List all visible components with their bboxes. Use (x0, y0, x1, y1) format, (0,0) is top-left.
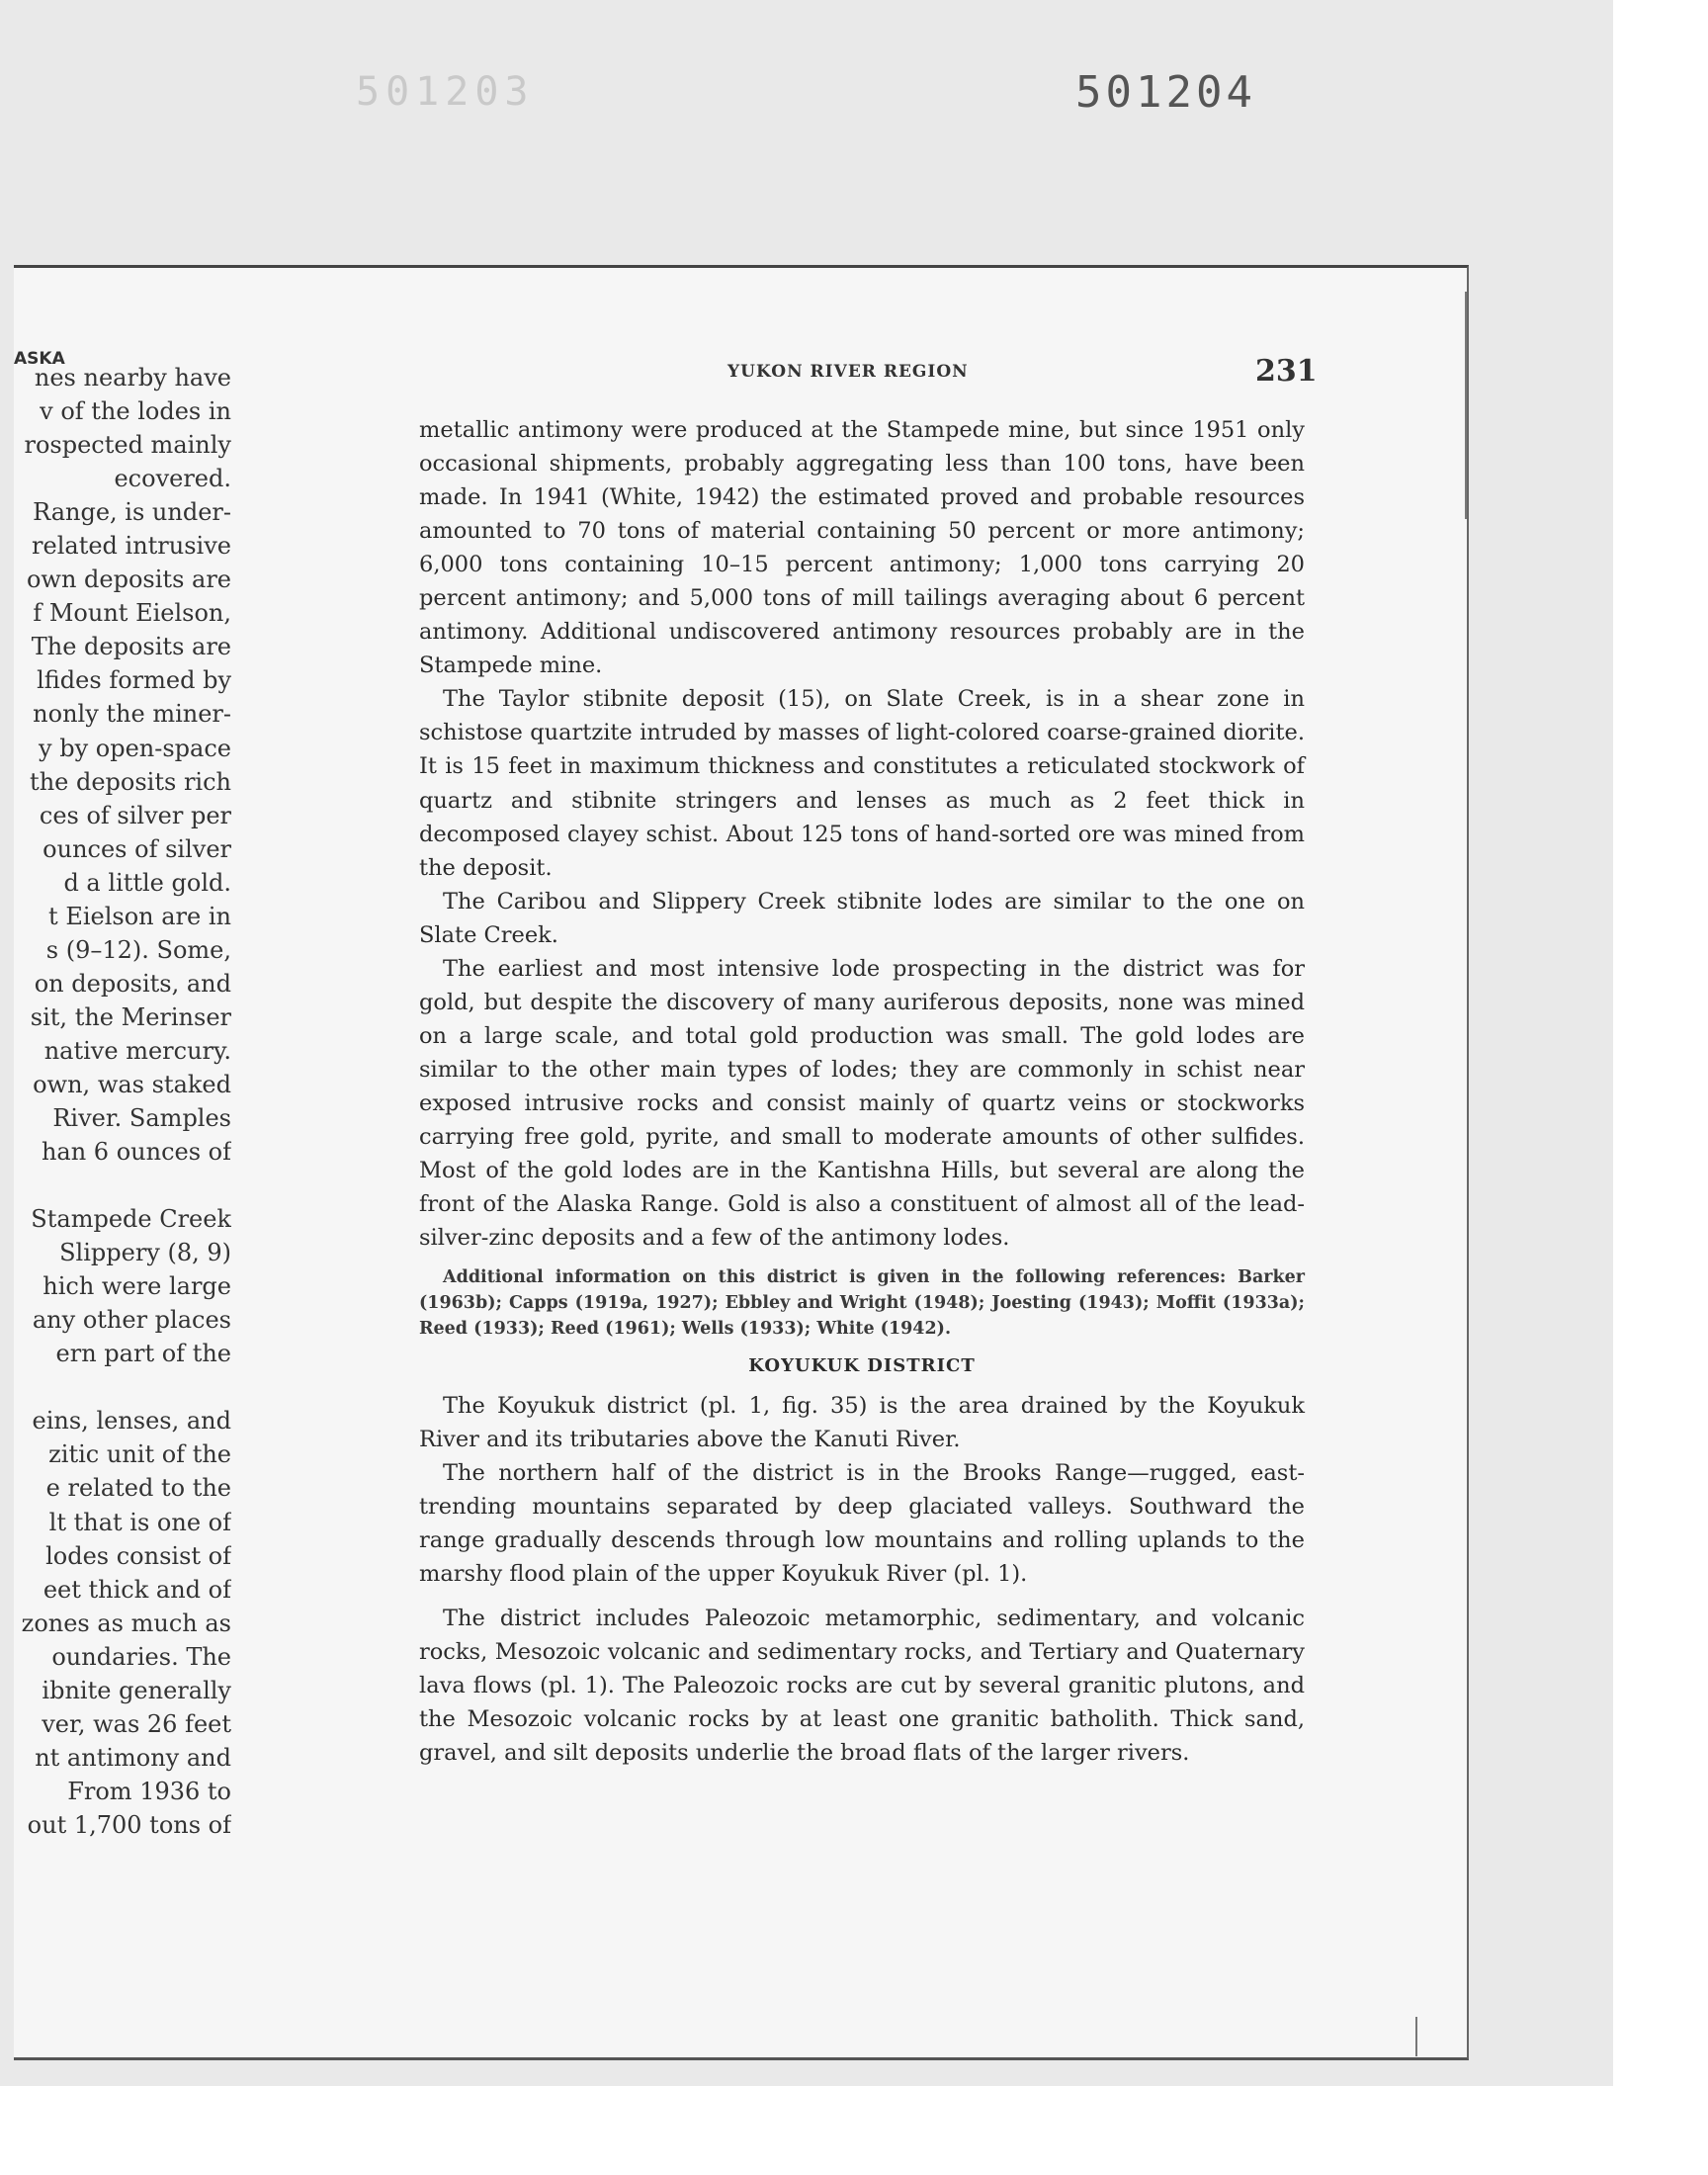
left-page-line: Stampede Creek (31, 1205, 231, 1234)
paragraph-stampede-resources: metallic antimony were produced at the Stampede mine, but since 1951 only occasional shipments, probably aggregating less than 100 tons, have been made. In 1941 (White, 1942) the estimated proved and probable resources amounted to 70 tons of material containing 50 percent or more antimony; 6,000 tons containing 10–15 percent antimony; 1,000 tons carrying 20 percent antimony; and 5,000 tons of mill tailings averaging about 6 percent antimony. Additional undiscovered antimony resources probably are in the Stampede mine. (419, 417, 1305, 679)
left-page-line: out 1,700 tons of (27, 1810, 231, 1839)
left-page-line: the deposits rich (30, 767, 231, 796)
left-page-line: eet thick and of (43, 1575, 231, 1604)
left-page-column (14, 361, 231, 1842)
left-page-line: River. Samples (52, 1104, 231, 1133)
left-page-line: f Mount Eielson, (33, 599, 231, 628)
scan-edge-mark-bottom (1415, 2017, 1417, 2056)
paragraph-taylor-deposit: The Taylor stibnite deposit (15), on Slate Creek, is in a shear zone in schistose quartzite intruded by masses of light-colored coarse-grained diorite. It is 15 feet in maximum thickness and constitutes a reticulated stockwork of quartz and stibnite stringers and lenses as much as 2 feet thick in decomposed clayey schist. About 125 tons of hand-sorted ore was mined from the deposit. (419, 686, 1305, 881)
left-page-line: han 6 ounces of (41, 1138, 231, 1167)
left-page-line: e related to the (45, 1474, 231, 1503)
left-page-line: nes nearby have (34, 364, 231, 392)
left-page-line: rospected mainly (24, 431, 231, 460)
left-page-line: any other places (32, 1306, 231, 1335)
left-page-line (14, 1169, 231, 1202)
left-page-line: The deposits are (31, 633, 231, 661)
left-page-line: sit, the Merinser (30, 1002, 231, 1031)
left-page-line: own deposits are (26, 566, 231, 594)
left-page-line: related intrusive (32, 532, 231, 561)
left-page-line: Range, is under- (33, 498, 231, 527)
bleed-through-number: 501203 (356, 69, 535, 115)
running-head: YUKON RIVER REGION (727, 362, 969, 382)
left-page-line: d a little gold. (63, 868, 231, 897)
left-page-line: lt that is one of (48, 1508, 231, 1536)
paragraph-caribou-slippery: The Caribou and Slippery Creek stibnite lodes are similar to the one on Slate Creek. (419, 888, 1305, 948)
left-page-line (14, 1370, 231, 1404)
left-page-line: s (9–12). Some, (45, 935, 231, 964)
left-page-line: nt antimony and (35, 1743, 231, 1772)
left-page-line: lodes consist of (45, 1541, 231, 1570)
page-number: 231 (1255, 354, 1318, 389)
left-page-line: ecovered. (114, 465, 231, 493)
paragraph-geology: The district includes Paleozoic metamorphic, sedimentary, and volcanic rocks, Mesozoic volcanic and sedimentary rocks, and Tertiary and Quaternary lava flows (pl. 1). The Paleozoic rocks are cut by several granitic plutons, and the Mesozoic volcanic rocks by at least one granitic batholith. Thick sand, gravel, and silt deposits underlie the broad flats of the larger rivers. (419, 1605, 1305, 1766)
paragraph-gold-lodes: The earliest and most intensive lode prospecting in the district was for gold, but despite the discovery of many auriferous deposits, none was mined on a large scale, and total gold production was small. The gold lodes are similar to the other main types of lodes; they are commonly in schist near exposed intrusive rocks and consist mainly of quartz veins or stockworks carrying free gold, pyrite, and small to moderate amounts of other sulfides. Most of the gold lodes are in the Kantishna Hills, but several are along the front of the Alaska Range. Gold is also a constituent of almost all of the lead-silver-zinc deposits and a few of the antimony lodes. (419, 955, 1305, 1252)
left-page-line: eins, lenses, and (32, 1407, 231, 1436)
left-page-line: lfides formed by (37, 666, 231, 695)
left-page-line: nonly the miner- (33, 700, 231, 729)
left-page-line: hich were large (43, 1272, 231, 1301)
left-page-line: native mercury. (43, 1036, 231, 1065)
left-page-line: zitic unit of the (48, 1440, 231, 1469)
left-page-line: From 1936 to (67, 1777, 231, 1805)
scan-edge-mark (1465, 292, 1467, 519)
left-page-line: own, was staked (33, 1070, 231, 1098)
left-page-line: zones as much as (21, 1609, 231, 1637)
left-page-line: ces of silver per (39, 801, 231, 829)
paragraph-koyukuk-intro: The Koyukuk district (pl. 1, fig. 35) is the area drained by the Koyukuk River and its tributaries above the Kanuti River. (419, 1393, 1305, 1453)
left-page-line: ounces of silver (43, 834, 231, 863)
left-page-header-fragment: ASKA (14, 349, 65, 369)
document-number: 501204 (1075, 67, 1256, 118)
left-page-line: v of the lodes in (40, 397, 231, 426)
paragraph-brooks-range: The northern half of the district is in the Brooks Range—rugged, east-trending mountains separated by deep glaciated valleys. Southward the range gradually descends through low mountains and rolling uplands to the marshy flood plain of the upper Koyukuk River (pl. 1). (419, 1460, 1305, 1588)
left-page-line: ver, was 26 feet (42, 1709, 231, 1738)
left-page-line: ern part of the (55, 1340, 231, 1368)
main-text-column (419, 413, 1305, 1770)
left-page-line: oundaries. The (51, 1642, 231, 1671)
left-page-line: y by open-space (39, 734, 231, 762)
left-page-line: t Eielson are in (48, 902, 231, 930)
left-page-line: on deposits, and (34, 969, 231, 998)
left-page-line: ibnite generally (42, 1676, 231, 1704)
references-note: Additional information on this district is given in the following references: Barker (1963b); Capps (1919a, 1927); Ebbley and Wright (1948); Joesting (1943); Moffit (1933a); Reed (1933); Reed (1961); Wells (1933); White (1942). (419, 1267, 1305, 1340)
left-page-line: Slippery (8, 9) (59, 1239, 231, 1267)
section-heading-koyukuk: KOYUKUK DISTRICT (748, 1355, 976, 1377)
